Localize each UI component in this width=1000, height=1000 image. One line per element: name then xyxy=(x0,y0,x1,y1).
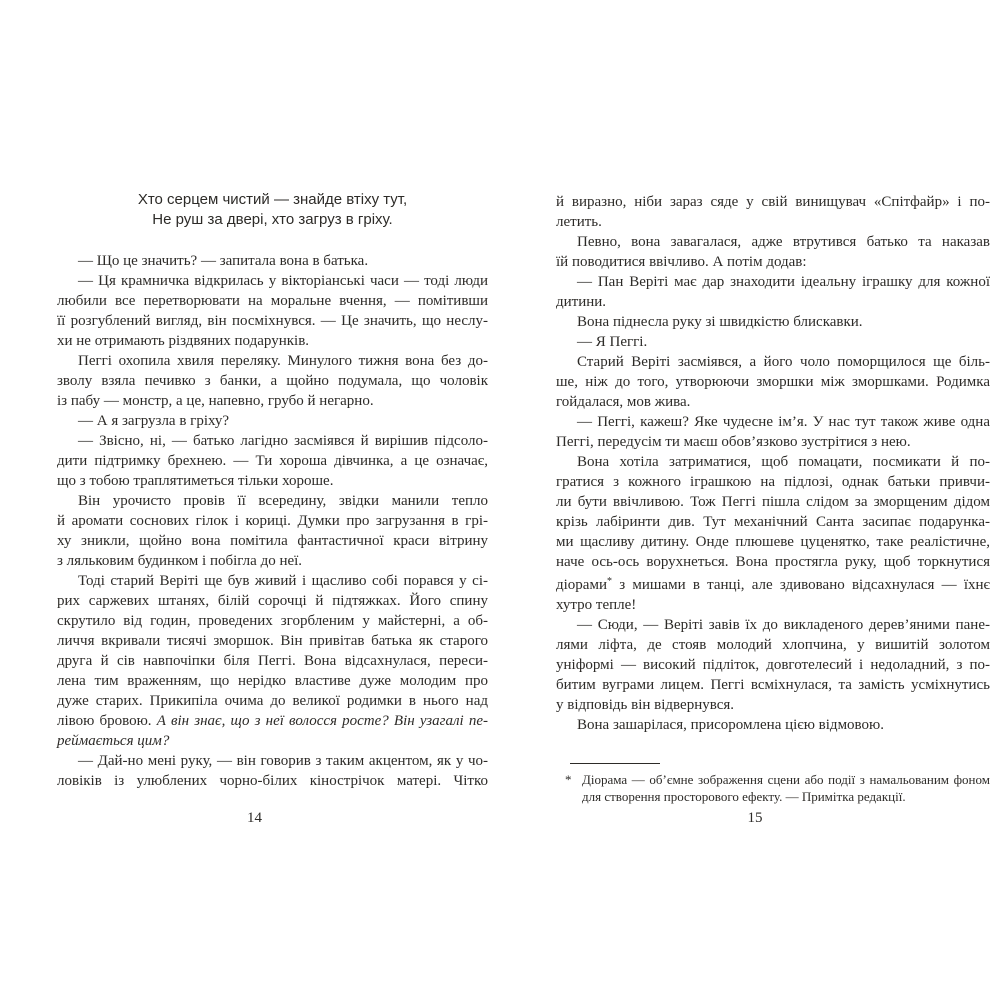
text-run: хи не отримають різдвяних подарунків. xyxy=(57,333,310,349)
paragraph xyxy=(57,351,488,411)
page-right xyxy=(556,0,990,1000)
text-run: й виразно, ніби зараз сяде у свій винищувач «Спітфайр» і по- xyxy=(556,194,990,210)
text-line xyxy=(556,192,990,212)
paragraph xyxy=(556,312,990,332)
text-run: дити підтримку брехнею. — Ти хороша дівчинка, а це означає, xyxy=(57,453,488,469)
footnote-body xyxy=(556,771,990,805)
text-run: — А я загрузла в гріху? xyxy=(78,413,230,429)
footnote-marker: * xyxy=(565,772,572,787)
text-run: друга й сів навпочіпки біля Пеггі. Вона відсахнулася, переси- xyxy=(57,653,488,669)
text-line xyxy=(57,511,488,531)
text-line xyxy=(57,531,488,551)
text-run: лена тим враженням, що нерідко властиве дуже молодим про xyxy=(57,673,488,689)
text-line xyxy=(556,572,990,595)
text-run: ловіків із улюблених чорно-білих кінострічок матері. Чітко xyxy=(57,773,488,789)
text-line xyxy=(57,631,488,651)
text-line xyxy=(556,232,990,252)
text-line xyxy=(556,212,990,232)
text-line xyxy=(556,655,990,675)
text-line xyxy=(57,711,488,731)
text-line xyxy=(57,731,488,751)
text-run: у відповідь він відвернувся. xyxy=(556,697,735,713)
text-run: уніформі — високий підліток, довготелесий і недоладний, з по- xyxy=(556,657,990,673)
paragraph xyxy=(57,491,488,571)
text-line xyxy=(556,472,990,492)
footnote-text xyxy=(582,771,990,805)
footnote-line: Діорама — об’ємне зображення сцени або події з намальованим фоном xyxy=(582,772,990,787)
text-run: — Звісно, ні, — батько лагідно засміявся й вирішив підсоло- xyxy=(78,433,488,449)
text-run: дитини. xyxy=(556,294,607,310)
text-line xyxy=(556,252,990,272)
text-run: — Дай-но мені руку, — він говорив з таким акцентом, як у чо- xyxy=(78,753,488,769)
text-run: скрутило від годин, проведених згорбленим у майстерні, а об- xyxy=(57,613,488,629)
text-line xyxy=(57,271,488,291)
text-run: їй поводитися ввічливо. А потім додав: xyxy=(556,254,807,270)
text-line xyxy=(556,492,990,512)
text-line xyxy=(556,552,990,572)
text-line xyxy=(57,691,488,711)
text-run: реймається цим? xyxy=(57,733,170,749)
text-line xyxy=(556,595,990,615)
text-run: — Сюди, — Веріті завів їх до викладеного дерев’яними пане- xyxy=(577,617,990,633)
text-run: з ляльковим будинком і побігла до неї. xyxy=(57,553,303,569)
text-line xyxy=(57,751,488,771)
text-run: Вона хотіла затриматися, щоб помацати, посмикати й по- xyxy=(577,454,990,470)
paragraph xyxy=(57,271,488,351)
text-run: зволу взяла печивко з банки, а щойно подумала, що чоловік xyxy=(57,373,488,389)
paragraph xyxy=(57,251,488,271)
text-run: дуже старих. Прикипіла очима до великої родимки в нього над xyxy=(57,693,488,709)
text-line xyxy=(57,671,488,691)
text-run: Старий Веріті засміявся, а його чоло поморщилося ще біль- xyxy=(577,354,990,370)
page-number-right xyxy=(556,810,990,827)
text-run: Пеггі охопила хвиля переляку. Минулого тижня вона без до- xyxy=(78,353,488,369)
text-run: любили все перетворювати на моральне вчення, — помітивши xyxy=(57,293,488,309)
text-run: що з тобою траплятиметься тільки хороше. xyxy=(57,473,334,489)
paragraph xyxy=(57,431,488,491)
text-line xyxy=(57,451,488,471)
epigraph-line-2: Не руш за двері, хто загруз в гріху. xyxy=(152,211,393,228)
footnote-separator xyxy=(570,763,660,764)
text-line xyxy=(57,651,488,671)
text-line xyxy=(556,512,990,532)
text-line xyxy=(556,432,990,452)
text-run: її розгублений вигляд, він посміхнувся. — Це значить, що неслу- xyxy=(57,313,488,329)
page-number-left-value: 14 xyxy=(247,810,262,826)
text-run: — Пан Веріті має дар знаходити ідеальну іграшку для кожної xyxy=(577,274,990,290)
footnote-reference-asterisk: * xyxy=(606,576,612,587)
text-run: — Ця крамничка відкрилась у вікторіанські часи — тоді люди xyxy=(78,273,488,289)
paragraph xyxy=(556,332,990,352)
text-run: летить. xyxy=(556,214,602,230)
text-line xyxy=(556,675,990,695)
text-run: Вона зашарілася, присоромлена цією відмовою. xyxy=(577,717,884,733)
text-run: ли бути ввічливою. Тож Пеггі пішла слідом за зморщеним дідом xyxy=(556,494,990,510)
text-line xyxy=(556,615,990,635)
text-run: ше, ніж до того, утворюючи зморшки між зморшками. Родимка xyxy=(556,374,990,390)
text-line xyxy=(556,532,990,552)
text-line xyxy=(556,412,990,432)
text-run: ми щасливу дитину. Онде плюшеве цуценятко, таке реалістичне, xyxy=(556,534,990,550)
paragraph xyxy=(57,411,488,431)
paragraph xyxy=(556,352,990,412)
text-line xyxy=(556,272,990,292)
text-run: — Пеггі, кажеш? Яке чудесне ім’я. У нас тут також живе одна xyxy=(577,414,990,430)
paragraph xyxy=(556,232,990,272)
text-line xyxy=(57,551,488,571)
page-number-right-value: 15 xyxy=(747,810,763,826)
text-run: — Я Пеггі. xyxy=(577,334,648,350)
text-line xyxy=(57,491,488,511)
text-run: личчя вкривали тисячі зморшок. Він привітав батька як старого xyxy=(57,633,488,649)
paragraph xyxy=(57,571,488,751)
text-run: хутро тепле! xyxy=(556,597,637,613)
text-run: А він знає, що з неї волосся росте? Він узагалі пе- xyxy=(156,713,488,729)
text-run: із пабу — монстр, а це, напевно, грубо й негарно. xyxy=(57,393,374,409)
text-run: Тоді старий Веріті ще був живий і щасливо собі порався у сі- xyxy=(78,573,488,589)
text-line xyxy=(57,571,488,591)
text-line xyxy=(556,392,990,412)
text-line xyxy=(57,591,488,611)
epigraph-line-1: Хто серцем чистий — знайде втіху тут, xyxy=(137,191,408,208)
text-run: крізь лабіринти див. Тут механічний Санта засипає подарунка- xyxy=(556,514,990,530)
text-line xyxy=(556,695,990,715)
text-line xyxy=(556,352,990,372)
text-run: — Що це значить? — запитала вона в батька. xyxy=(78,253,369,269)
text-run: Певно, вона завагалася, адже втрутився батько та наказав xyxy=(577,234,990,250)
text-line xyxy=(556,292,990,312)
text-line xyxy=(57,331,488,351)
text-line xyxy=(556,452,990,472)
text-line xyxy=(57,351,488,371)
text-run: лями ліфта, де стояв молодий хлопчина, у вишитій золотом xyxy=(556,637,990,653)
text-run: битим вуграми лицем. Пеггі всміхнулася, та замість усміхнутись xyxy=(556,677,990,693)
page-left xyxy=(57,0,488,1000)
paragraph xyxy=(556,715,990,735)
text-line xyxy=(556,635,990,655)
text-run: лівою бровою. xyxy=(57,713,157,729)
text-run: діорами xyxy=(556,577,607,593)
page-number-left xyxy=(57,810,488,827)
text-line xyxy=(556,332,990,352)
text-run: Вона піднесла руку зі швидкістю блискавки. xyxy=(577,314,863,330)
text-line xyxy=(556,372,990,392)
text-run: Він урочисто провів її всередину, звідки манили тепло xyxy=(78,493,488,509)
footnote-line: для створення просторового ефекту. — Примітка редакції. xyxy=(582,789,906,804)
epigraph xyxy=(57,190,488,230)
page-right-body xyxy=(556,192,990,735)
text-line xyxy=(556,312,990,332)
text-run: Пеггі, передусім ти маєш обов’язково зустрітися з нею. xyxy=(556,434,911,450)
text-line xyxy=(57,311,488,331)
text-line xyxy=(57,251,488,271)
text-line xyxy=(57,431,488,451)
paragraph xyxy=(556,615,990,715)
text-run: ху зникли, щойно вона помітила фантастичної краси вітрину xyxy=(57,533,488,549)
text-run: рих саржевих штанях, білій сорочці й підтяжках. Його спину xyxy=(57,593,488,609)
text-line xyxy=(57,411,488,431)
text-run: й аромати соснових гілок і кориці. Думки про загрузання в грі- xyxy=(57,513,488,529)
paragraph xyxy=(556,192,990,232)
text-run: наче ось-ось ворухнеться. Вона простягла руку, щоб торкнутися xyxy=(556,554,990,570)
text-line xyxy=(57,291,488,311)
paragraph xyxy=(556,272,990,312)
text-line xyxy=(556,715,990,735)
text-line xyxy=(57,471,488,491)
text-line xyxy=(57,391,488,411)
text-run: гойдалася, мов жива. xyxy=(556,394,691,410)
text-run: гратися з кожного іграшкою на підлозі, однак батьки привчи- xyxy=(556,474,990,490)
text-line xyxy=(57,611,488,631)
page-left-body xyxy=(57,251,488,791)
paragraph xyxy=(556,452,990,615)
text-line xyxy=(57,371,488,391)
text-run: з мишами в танці, але здивовано відсахнулася — їхнє xyxy=(611,577,990,593)
paragraph xyxy=(556,412,990,452)
footnote xyxy=(556,763,990,805)
text-line xyxy=(57,771,488,791)
paragraph xyxy=(57,751,488,791)
